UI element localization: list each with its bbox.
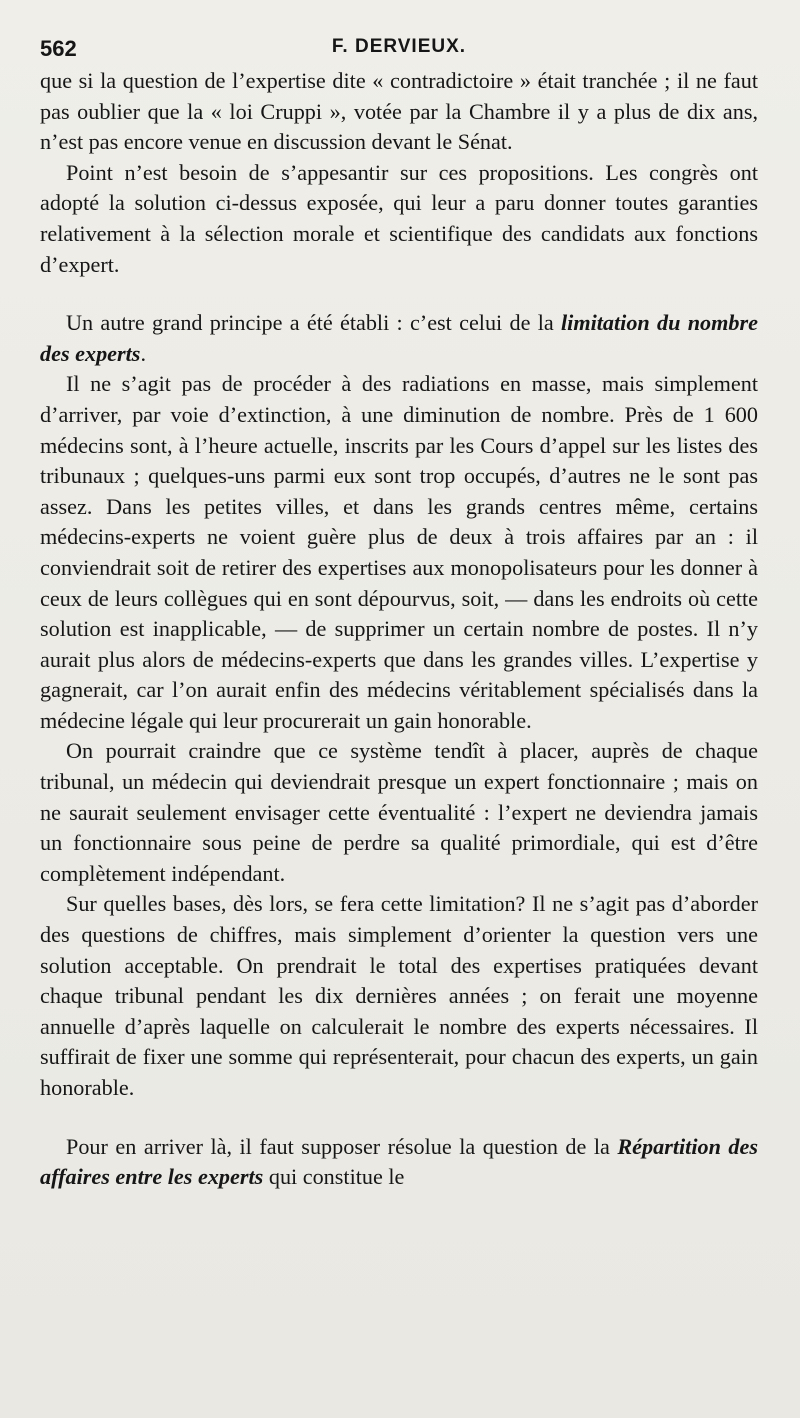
paragraph: que si la question de l’expertise dite « contradictoire » était tranchée ; il ne faut pas oublier que la « loi Cruppi », votée par la Chambre il y a plus de dix ans, n’est pas encore venue en discussion devant le Sénat.: [40, 68, 758, 155]
running-title: F. DERVIEUX.: [331, 36, 467, 57]
paragraph-text: .: [140, 340, 146, 366]
paragraph: Point n’est besoin de s’appesantir sur ces propositions. Les congrès ont adopté la solution ci-dessus exposée, qui leur a paru donner toutes garanties relativement à la sélection morale et scientifique des candidats aux fonctions d’expert.: [40, 159, 758, 277]
emphasized-phrase: limitation du nombre des experts: [40, 310, 758, 366]
paragraph-text: Un autre grand principe a été établi : c’est celui de la: [66, 310, 561, 336]
body-text: [40, 66, 758, 1193]
paragraph-gap: [40, 280, 758, 308]
page-number: 562: [40, 36, 77, 61]
paragraph: Sur quelles bases, dès lors, se fera cette limitation? Il ne s’agit pas d’aborder des questions de chiffres, mais simplement d’orienter la question vers une solution acceptable. On prendrait le total des expertises pratiquées devant chaque tribunal pendant les dix dernières années ; on ferait une moyenne annuelle d’après laquelle on calculerait le nombre des experts nécessaires. Il suffirait de fixer une somme qui représenterait, pour chacun des experts, un gain honorable.: [40, 891, 758, 1100]
page-header: [40, 32, 758, 66]
paragraph: [40, 1132, 758, 1193]
paragraph: Il ne s’agit pas de procéder à des radiations en masse, mais simplement d’arriver, par voie d’extinction, à une diminution de nombre. Près de 1 600 médecins sont, à l’heure actuelle, inscrits par les Cours d’appel sur les listes des tribunaux ; quelques-uns parmi eux sont trop occupés, d’autres ne le sont pas assez. Dans les petites villes, et dans les grands centres même, certains médecins-experts ne voient guère plus de deux à trois affaires par an : il conviendrait soit de retirer des expertises aux monopolisateurs pour les donner à ceux de leurs collègues qui en sont dépourvus, soit, — dans les endroits où cette solution est inapplicable, — de supprimer un certain nombre de postes. Il n’y aurait plus alors de médecins-experts que dans les grandes villes. L’expertise y gagnerait, car l’on aurait enfin des médecins véritablement spécialisés dans la médecine légale qui leur procurerait un gain honorable.: [40, 371, 758, 733]
emphasized-phrase: Répartition des affaires entre les experts: [40, 1133, 759, 1190]
paragraph: [40, 308, 758, 369]
paragraph-text: qui constitue le: [263, 1164, 405, 1190]
paragraph: On pourrait craindre que ce système tendît à placer, auprès de chaque tribunal, un médecin qui deviendrait presque un expert fonctionnaire ; mais on ne saurait seulement envisager cette éventualité : l’expert ne deviendra jamais un fonctionnaire sous peine de perdre sa qualité primordiale, qui est d’être complètement indépendant.: [40, 738, 758, 886]
paragraph-gap: [40, 1104, 758, 1132]
paragraph-text: Pour en arriver là, il faut supposer résolue la question de la: [66, 1133, 618, 1159]
